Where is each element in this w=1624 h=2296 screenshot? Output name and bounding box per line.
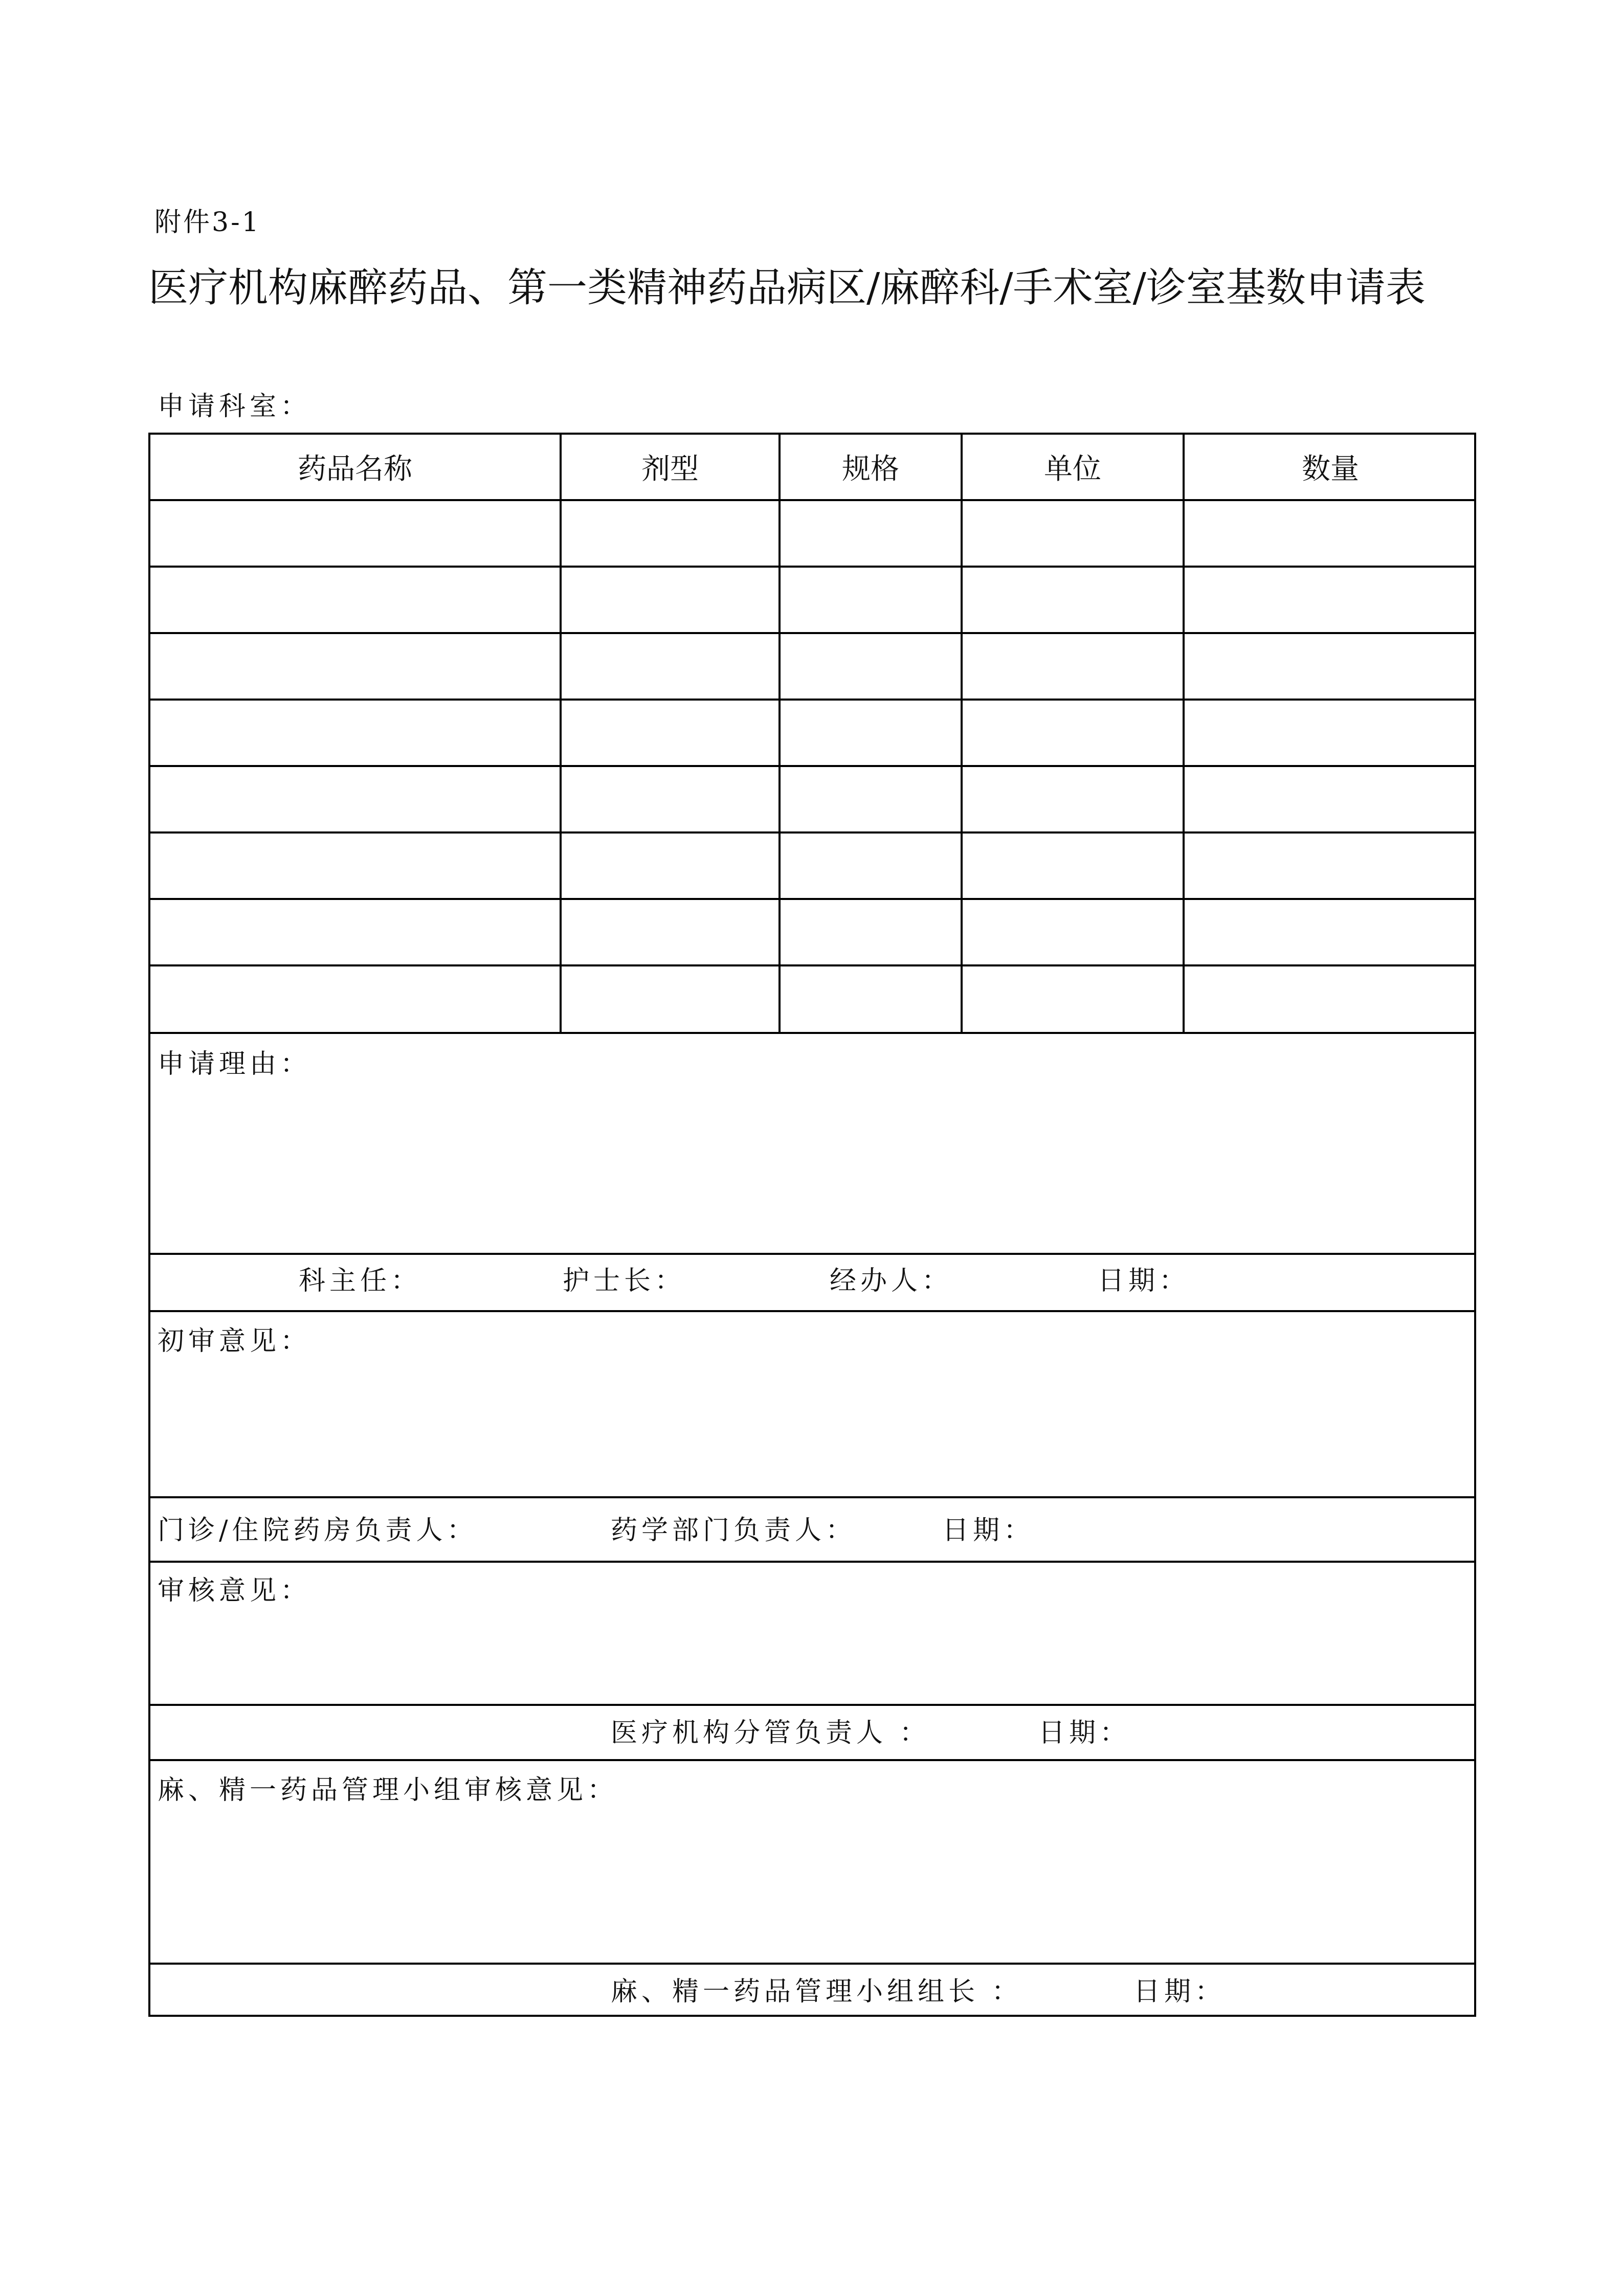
reason-label: 申请理由： — [158, 1049, 312, 1079]
header-dosage-form: 剂型 — [641, 453, 699, 486]
initial-review-label: 初审意见： — [158, 1326, 312, 1357]
pharmacy-head-sign: 门诊/住院药房负责人： — [158, 1515, 478, 1546]
table-row[interactable] — [150, 501, 560, 566]
table-row[interactable] — [150, 966, 560, 1031]
header-quantity: 数量 — [1302, 453, 1359, 486]
pharmacy-dept-head-sign: 药学部门负责人： — [611, 1515, 857, 1546]
review-date: 日期： — [1038, 1718, 1131, 1748]
initial-review-date: 日期： — [942, 1515, 1035, 1546]
table-row[interactable] — [150, 767, 560, 831]
institution-head-sign: 医疗机构分管负责人 ： — [611, 1718, 930, 1748]
applicant-dept-label: 申请科室： — [158, 391, 312, 422]
group-leader-sign: 麻、精一药品管理小组组长 ： — [611, 1976, 1022, 2007]
table-row[interactable] — [150, 634, 560, 699]
header-drug-name: 药品名称 — [298, 453, 412, 486]
review-label: 审核意见： — [158, 1575, 312, 1606]
reason-date: 日期： — [1098, 1266, 1190, 1296]
group-review-date: 日期： — [1133, 1976, 1226, 2007]
attachment-label: 附件3-1 — [154, 207, 261, 238]
table-row[interactable] — [150, 568, 560, 632]
header-unit: 单位 — [1044, 453, 1101, 486]
application-form-table — [148, 433, 1476, 2017]
group-review-label: 麻、精一药品管理小组审核意见： — [158, 1775, 618, 1806]
table-row[interactable] — [150, 900, 560, 964]
table-row[interactable] — [150, 701, 560, 765]
dept-head-sign: 科主任： — [299, 1266, 422, 1296]
form-title: 医疗机构麻醉药品、第一类精神药品病区/麻醉科/手术室/诊室基数申请表 — [148, 265, 1426, 311]
table-row[interactable] — [150, 834, 560, 898]
header-specification: 规格 — [842, 453, 899, 486]
head-nurse-sign: 护士长： — [563, 1266, 686, 1296]
handler-sign: 经办人： — [830, 1266, 953, 1296]
